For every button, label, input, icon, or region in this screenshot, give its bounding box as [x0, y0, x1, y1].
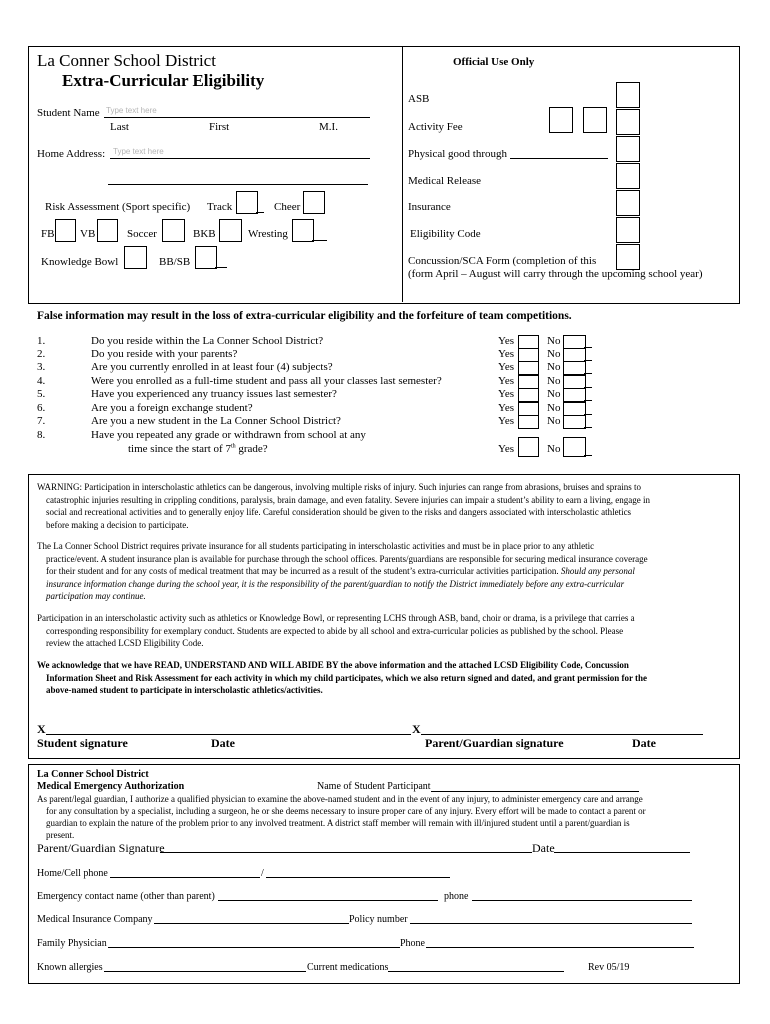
no-tail-line — [584, 373, 592, 374]
insurance-line-4: insurance information change during the school year, it is the responsibility of the parent/guardian to notify the District immediately before any extra-curricular — [46, 578, 625, 589]
wrestling-line — [312, 240, 327, 241]
physical-label: Physical good through — [408, 148, 507, 160]
known-allergies-label: Known allergies — [37, 962, 103, 973]
question-text: Do you reside within the La Conner School District? — [91, 335, 324, 347]
parent-signature-line[interactable] — [421, 734, 703, 735]
yes-checkbox-3[interactable] — [518, 361, 539, 375]
parent-guardian-signature-line[interactable] — [160, 852, 532, 853]
no-label: No — [547, 348, 561, 360]
insurance-line-5: participation may continue. — [46, 591, 146, 601]
warning-line-3: social and recreational activities and to generally enjoy life. Careful consideration should be given to the risks and dangers associated with interscholastic athletics — [46, 507, 632, 517]
soccer-checkbox[interactable] — [162, 219, 185, 242]
activity-fee-label: Activity Fee — [408, 121, 463, 133]
family-physician-label: Family Physician — [37, 938, 107, 949]
acknowledgement-paragraph — [37, 659, 735, 697]
yes-label: Yes — [498, 348, 515, 360]
participation-line-3: review the attached LCSD Eligibility Code. — [46, 638, 204, 648]
activity-fee-checkbox-2[interactable] — [583, 107, 607, 133]
phone-slash: / — [261, 868, 264, 879]
student-date-label: Date — [211, 736, 235, 750]
question-text: Were you enrolled as a full-time student and pass all your classes last semester? — [91, 375, 442, 387]
vb-label: VB — [80, 228, 96, 240]
student-name-label: Student Name — [37, 107, 100, 119]
q8-end: grade? — [235, 443, 268, 455]
warning-line-1: WARNING: Participation in interscholastic athletics can be dangerous, involving multiple risks of injury. Such injuries can range from abrasions, bruises and sprains to — [37, 482, 642, 492]
wrestling-label: Wresting — [248, 228, 288, 240]
yes-label: Yes — [498, 443, 515, 455]
medical-district: La Conner School District — [37, 769, 149, 780]
yes-label: Yes — [498, 375, 515, 387]
medical-line-4: present. — [46, 830, 75, 840]
home-cell-label: Home/Cell phone — [37, 868, 108, 879]
wrestling-checkbox[interactable] — [292, 219, 314, 242]
concussion-label: Concussion/SCA Form (completion of this — [408, 255, 597, 267]
bbsb-checkbox[interactable] — [195, 246, 217, 269]
yes-checkbox-7[interactable] — [518, 415, 539, 429]
question-number: 5. — [37, 388, 46, 400]
question-number: 2. — [37, 348, 46, 360]
asb-checkbox[interactable] — [616, 82, 640, 108]
medical-title: Medical Emergency Authorization — [37, 781, 185, 792]
soccer-label: Soccer — [127, 228, 157, 240]
no-checkbox-1[interactable] — [563, 335, 586, 349]
q8-superscript: th — [230, 443, 236, 450]
no-label: No — [547, 388, 561, 400]
physician-phone-label: Phone — [400, 938, 425, 949]
parent-date-label: Date — [632, 736, 656, 750]
no-checkbox-5[interactable] — [563, 388, 586, 402]
question-text: Have you repeated any grade or withdrawn from school at any — [91, 429, 366, 441]
yes-checkbox-4[interactable] — [518, 375, 539, 389]
bbsb-line — [215, 267, 227, 268]
question-number: 4. — [37, 375, 46, 387]
concussion-checkbox[interactable] — [616, 244, 640, 270]
eligibility-code-checkbox[interactable] — [616, 217, 640, 243]
cell-phone-line[interactable] — [266, 877, 450, 878]
participation-line-2: corresponding responsibility for exemplary conduct. Students are expected to abide by all school and extra-curricular policies as published by the school. Please — [46, 625, 624, 636]
no-checkbox-2[interactable] — [563, 348, 586, 362]
concussion-note: (form April – August will carry through the upcoming school year) — [408, 268, 703, 280]
question-8-continuation — [128, 443, 268, 455]
policy-number-line[interactable] — [410, 923, 692, 924]
question-text: Are you a new student in the La Conner School District? — [91, 415, 341, 427]
yes-checkbox-1[interactable] — [518, 335, 539, 349]
yes-label: Yes — [498, 415, 515, 427]
known-allergies-line[interactable] — [104, 971, 306, 972]
activity-fee-checkbox-3[interactable] — [616, 109, 640, 135]
policy-number-label: Policy number — [349, 914, 408, 925]
home-address-label: Home Address: — [37, 148, 106, 160]
no-label: No — [547, 443, 561, 455]
yes-checkbox-8[interactable] — [518, 437, 539, 457]
cheer-label: Cheer — [274, 201, 301, 213]
ack-line-2: Information Sheet and Risk Assessment for each activity in which my child participates, which we also return signed and dated, and grant permission for the — [46, 672, 648, 683]
knowledge-bowl-checkbox[interactable] — [124, 246, 147, 269]
medical-line-3: guardian to explain the nature of the problem prior to any involved treatment. A district staff member will remain with ill/injured student until a parent/guardian is — [46, 818, 630, 828]
insurance-line-1: The La Conner School District requires private insurance for all students participating in interscholastic activities and must be in place prior to any athletic — [37, 541, 595, 551]
no-tail-line — [584, 455, 592, 456]
current-medications-label: Current medications — [307, 962, 389, 973]
emergency-phone-label: phone — [444, 891, 469, 902]
cheer-checkbox[interactable] — [303, 191, 325, 214]
student-signature-line[interactable] — [46, 734, 411, 735]
risk-assessment-label: Risk Assessment (Sport specific) — [45, 201, 191, 213]
question-number: 3. — [37, 361, 46, 373]
eligibility-code-label: Eligibility Code — [410, 228, 481, 240]
yes-label: Yes — [498, 335, 515, 347]
question-text: Are you a foreign exchange student? — [91, 402, 253, 414]
first-label: First — [209, 121, 230, 133]
insurance-line-3-italic: Should any personal — [558, 566, 635, 576]
fb-label: FB — [41, 228, 55, 240]
no-checkbox-4[interactable] — [563, 375, 586, 389]
question-text: Do you reside with your parents? — [91, 348, 238, 360]
track-label: Track — [207, 201, 233, 213]
bbsb-label: BB/SB — [159, 256, 191, 268]
official-use-title: Official Use Only — [453, 56, 535, 68]
no-label: No — [547, 335, 561, 347]
no-label: No — [547, 415, 561, 427]
question-number: 6. — [37, 402, 46, 414]
student-name-line — [104, 117, 370, 118]
participation-paragraph — [37, 612, 732, 650]
student-x-mark: X — [37, 722, 46, 736]
warning-paragraph — [37, 481, 732, 531]
current-medications-line[interactable] — [388, 971, 564, 972]
ack-line-1: We acknowledge that we have READ, UNDERSTAND AND WILL ABIDE BY the above information and the attached LCSD Eligibility Code, Concussion — [37, 660, 629, 670]
insurance-line-3: for their student and for any costs of medical treatment that may be incurred as a result of the student’s extra-curricular activities participation. — [46, 566, 559, 576]
bkb-label: BKB — [193, 228, 216, 240]
home-address-line — [110, 158, 370, 159]
physical-checkbox[interactable] — [616, 136, 640, 162]
form-title: Extra-Curricular Eligibility — [62, 71, 265, 90]
emergency-contact-label: Emergency contact name (other than parent) — [37, 891, 215, 902]
parent-signature-label: Parent/Guardian signature — [425, 736, 564, 750]
medical-date-label: Date — [532, 841, 555, 855]
yes-checkbox-5[interactable] — [518, 388, 539, 402]
activity-fee-checkbox-1[interactable] — [549, 107, 573, 133]
warning-line-2: catastrophic injuries resulting in crippling conditions, paralysis, brain damage, and even fatality. Severe injuries can impair a student’s ability to earn a living, engage in — [46, 494, 650, 505]
bkb-checkbox[interactable] — [219, 219, 242, 242]
district-name: La Conner School District — [37, 51, 216, 70]
yes-label: Yes — [498, 402, 515, 414]
medical-release-checkbox[interactable] — [616, 163, 640, 189]
no-tail-line — [584, 427, 592, 428]
insurance-company-line[interactable] — [154, 923, 349, 924]
revision-label: Rev 05/19 — [588, 962, 630, 973]
yes-label: Yes — [498, 361, 515, 373]
no-label: No — [547, 402, 561, 414]
no-checkbox-6[interactable] — [563, 402, 586, 416]
medical-date-line[interactable] — [554, 852, 690, 853]
false-info-warning: False information may result in the loss of extra-curricular eligibility and the forfeiture of team competitions. — [37, 310, 572, 322]
home-address-input[interactable]: Type text here — [113, 147, 164, 156]
track-checkbox[interactable] — [236, 191, 258, 214]
question-number: 7. — [37, 415, 46, 427]
home-phone-line[interactable] — [110, 877, 260, 878]
question-text: Are you currently enrolled in at least four (4) subjects? — [91, 361, 333, 373]
no-checkbox-7[interactable] — [563, 415, 586, 429]
participant-line[interactable] — [431, 791, 639, 792]
home-address-line-2 — [108, 184, 368, 185]
participation-line-1: Participation in an interscholastic activity such as athletics or Knowledge Bowl, or representing LCHS through ASB, band, choir or drama, is a privilege that carries a — [37, 613, 635, 623]
family-physician-line[interactable] — [108, 947, 400, 948]
mi-label: M.I. — [319, 121, 338, 133]
knowledge-bowl-label: Knowledge Bowl — [41, 256, 119, 268]
warning-line-4: before making a decision to participate. — [46, 519, 189, 530]
official-divider — [402, 46, 403, 302]
vb-checkbox[interactable] — [97, 219, 118, 242]
question-number: 1. — [37, 335, 46, 347]
emergency-contact-line[interactable] — [218, 900, 438, 901]
question-number: 8. — [37, 429, 46, 441]
insurance-company-label: Medical Insurance Company — [37, 914, 153, 925]
ack-line-3: above-named student to participate in interscholastic athletics/activities. — [46, 685, 323, 695]
asb-label: ASB — [408, 93, 430, 105]
parent-guardian-signature-label: Parent/Guardian Signature — [37, 841, 165, 855]
insurance-line-2: practice/event. A student insurance plan is available for purchase through the school offices. Parents/guardians are responsible for securing medical insurance coverage — [46, 553, 648, 564]
participant-label: Name of Student Participant — [317, 781, 431, 792]
parent-x-mark: X — [412, 722, 421, 736]
no-label: No — [547, 375, 561, 387]
insurance-paragraph — [37, 540, 732, 603]
question-text: Have you experienced any truancy issues last semester? — [91, 388, 337, 400]
medical-line-1: As parent/legal guardian, I authorize a qualified physician to examine the above-named student and in the event of any injury, to administer emergency care and arrange — [37, 794, 643, 804]
student-name-input[interactable]: Type text here — [106, 106, 157, 115]
yes-checkbox-6[interactable] — [518, 402, 539, 416]
student-signature-label: Student signature — [37, 736, 128, 750]
physical-date-line — [510, 158, 608, 159]
last-label: Last — [110, 121, 129, 133]
no-tail-line — [584, 400, 592, 401]
no-checkbox-8[interactable] — [563, 437, 586, 457]
insurance-label: Insurance — [408, 201, 451, 213]
medical-line-2: for any consultation by a specialist, including a surgeon, he or she deems necessary to insure proper care of any injury. Every effort will be made to contact a parent or — [46, 806, 646, 816]
no-checkbox-3[interactable] — [563, 361, 586, 375]
fb-checkbox[interactable] — [55, 219, 76, 242]
q8-text: time since the start of 7 — [128, 443, 231, 455]
emergency-phone-line[interactable] — [472, 900, 692, 901]
yes-label: Yes — [498, 388, 515, 400]
no-label: No — [547, 361, 561, 373]
physician-phone-line[interactable] — [426, 947, 694, 948]
yes-checkbox-2[interactable] — [518, 348, 539, 362]
medical-release-label: Medical Release — [408, 175, 481, 187]
insurance-checkbox[interactable] — [616, 190, 640, 216]
track-line — [256, 212, 264, 213]
medical-authorization-text — [37, 793, 735, 841]
